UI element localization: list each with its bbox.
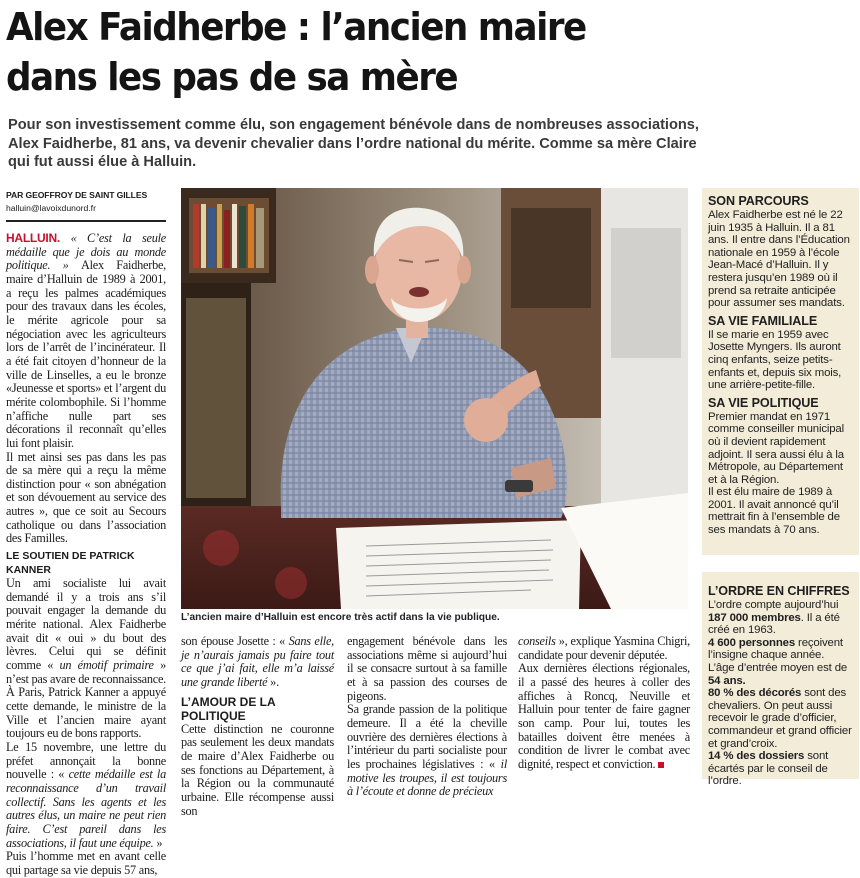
article-column-3 (347, 635, 507, 799)
opening-quote: « C’est la seule médaille que je dois au monde politique. » (6, 231, 166, 273)
article-column-4 (518, 635, 690, 772)
paragraph-3: Un ami socialiste lui avait demandé il y a trois ans s’il pouvait engager la demande du mérite national. Alex Faidherbe avait dit « oui » du bout des lèvres. Celui qui se définit comme « un émotif primaire » n’est pas avare de reconnaissance. À Paris, Patrick Kanner a appuyé cette demande, le ministre de la Ville et l’ancien maire ayant toujours eu de bons rapports. (6, 576, 166, 741)
headline (6, 2, 805, 102)
paragraph-5b: son épouse Josette : « Sans elle, je n’aurais jamais pu faire tout ce que j’ai fait, elle m’a laissé une grande liberté ». (181, 634, 334, 689)
subhead-politique: L’AMOUR DE LA POLITIQUE (181, 694, 276, 723)
paragraph-4: Le 15 novembre, une lettre du préfet annonçait la bonne nouvelle : « cette médaille est la reconnaissance d’un travail collectif. Sans les agents et les autres élus, un maire ne peut rien faire. C’est pareil dans les associations, il faut une équipe. » (6, 739, 166, 850)
sidebar-text-politique-2: Il est élu maire de 1989 à 2001. Il avait annoncé qu’il mettrait fin à l’ensemble de ses mandats à 70 ans. (708, 486, 840, 537)
sidebar-biography (702, 188, 859, 555)
paragraph-8: Sa grande passion de la politique demeure. Il a été la cheville ouvrière des dernières élections à l’intérieur du parti socialiste pour les prochaines législatives : « il motive les troupes, il est toujours à l’écoute et donne de précieux (347, 702, 507, 799)
paragraph-10: Aux dernières élections régionales, il a passé des heures à coller des affiches à Roncq, Neuville et Halluin pour tenter de faire gagner son camp. Pour lui, toutes les batailles doivent être menées à condition de livrer le combat avec dignité, respect et conviction. (518, 661, 690, 771)
sidebar-title-politique: SA VIE POLITIQUE (708, 395, 819, 410)
paragraph-1 (6, 232, 166, 451)
lead-paragraph (8, 116, 856, 172)
subhead-kanner: LE SOUTIEN DE PATRICK KANNER (6, 550, 135, 577)
sidebar-title-parcours: SON PARCOURS (708, 194, 809, 208)
byline-rule (6, 220, 166, 222)
figure-rejected: 14 % des dossiers sont écartés par le conseil de l’ordre. (708, 750, 829, 788)
article-column-1 (6, 232, 166, 878)
article-column-2 (181, 635, 334, 818)
paragraph-5: Puis l’homme met en avant celle qui partage sa vie depuis 57 ans, (6, 849, 166, 877)
lead-line-1: Pour son investissement comme élu, son engagement bénévole dans de nombreuses associations, (8, 117, 699, 133)
end-of-article-mark (658, 762, 664, 768)
byline (6, 190, 166, 222)
figure-yearly: 4 600 personnes reçoivent l’insigne chaque année. (708, 636, 843, 662)
figure-members: L’ordre compte aujourd’hui 187 000 membres. Il a été créé en 1963. (708, 599, 840, 637)
figure-chevaliers: 80 % des décorés sont des chevaliers. On peut aussi recevoir le grade d’officier, commandeur et grand officier et grand’croix. (708, 687, 852, 750)
byline-email: halluin@lavoixdunord.fr (6, 203, 96, 213)
paragraph-6: Cette distinction ne couronne pas seulement les deux mandats de maire d’Alex Faidherbe ou ses fonctions au Département, à la Région ou la communauté urbaine. Elle récompense aussi son (181, 721, 334, 818)
lead-line-3: qui fut aussi élue à Halluin. (8, 154, 197, 170)
sidebar-text-politique-1: Premier mandat en 1971 comme conseiller municipal où il devient rapidement adjoint. Il sera aussi élu à la Métropole, au Département et à la Région. (708, 410, 845, 486)
lead-line-2: Alex Faidherbe, 81 ans, va devenir chevalier dans l’ordre national du mérite. Comme sa mère Claire (8, 135, 697, 152)
sidebar-figures (702, 572, 859, 788)
paragraph-1-text: Alex Faidherbe, maire d’Halluin de 1989 à 2001, a reçu les palmes académiques pour des travaux dans les écoles, le mérite agricole pour sa négociation avec les agriculteurs lors de l’arrêt de l’incinérateur. Il a été fait citoyen d’honneur de la ville de Linselles, a eu le bronze «Jeunesse et sports» et l’argent du mérite colombophile. Si l’homme n’affiche nulle part ses décorations il reconnaît qu’elles lui font plaisir. (6, 258, 166, 450)
paragraph-2: Il met ainsi ses pas dans les pas de sa mère qui a reçu la même distinction pour « son abnégation et son dévouement au service des autres », que ce soit au Secours catholique ou dans l’association des Familles. (6, 449, 166, 546)
article-photo (181, 188, 688, 609)
byline-author: PAR GEOFFROY DE SAINT GILLES (6, 190, 148, 200)
sidebar-text-parcours: Alex Faidherbe est né le 22 juin 1935 à Halluin. Il a 81 ans. Il entre dans l’Éducation nationale en 1959 à l’école Jean-Macé d’Halluin. Il y restera jusqu’en 1989 où il prend sa retraite anticipée pour assumer ses mandats. (708, 209, 850, 310)
photo-illustration (181, 188, 688, 609)
headline-line-2: dans les pas de sa mère (6, 55, 458, 99)
figure-age: L’âge d’entrée moyen est de 54 ans. (708, 661, 848, 687)
paragraph-7: engagement bénévole dans les associations même si aujourd’hui il se consacre surtout à sa famille et à sa passion des courses de pigeons. (347, 634, 507, 703)
sidebar-title-famille: SA VIE FAMILIALE (708, 313, 818, 328)
sidebar-title-chiffres: L’ORDRE EN CHIFFRES (708, 584, 850, 598)
headline-line-1: Alex Faidherbe : l’ancien maire (6, 5, 586, 49)
sidebar-text-famille: Il se marie en 1959 avec Josette Myngers. Ils auront cinq enfants, seize petits-enfants et, depuis six mois, une arrière-petite-fille. (708, 328, 842, 392)
city-dateline: HALLUIN. (6, 231, 60, 245)
paragraph-9: conseils », explique Yasmina Chigri, candidate pour devenir députée. (518, 634, 690, 662)
photo-caption: L’ancien maire d’Halluin est encore très actif dans la vie publique. (181, 612, 500, 623)
